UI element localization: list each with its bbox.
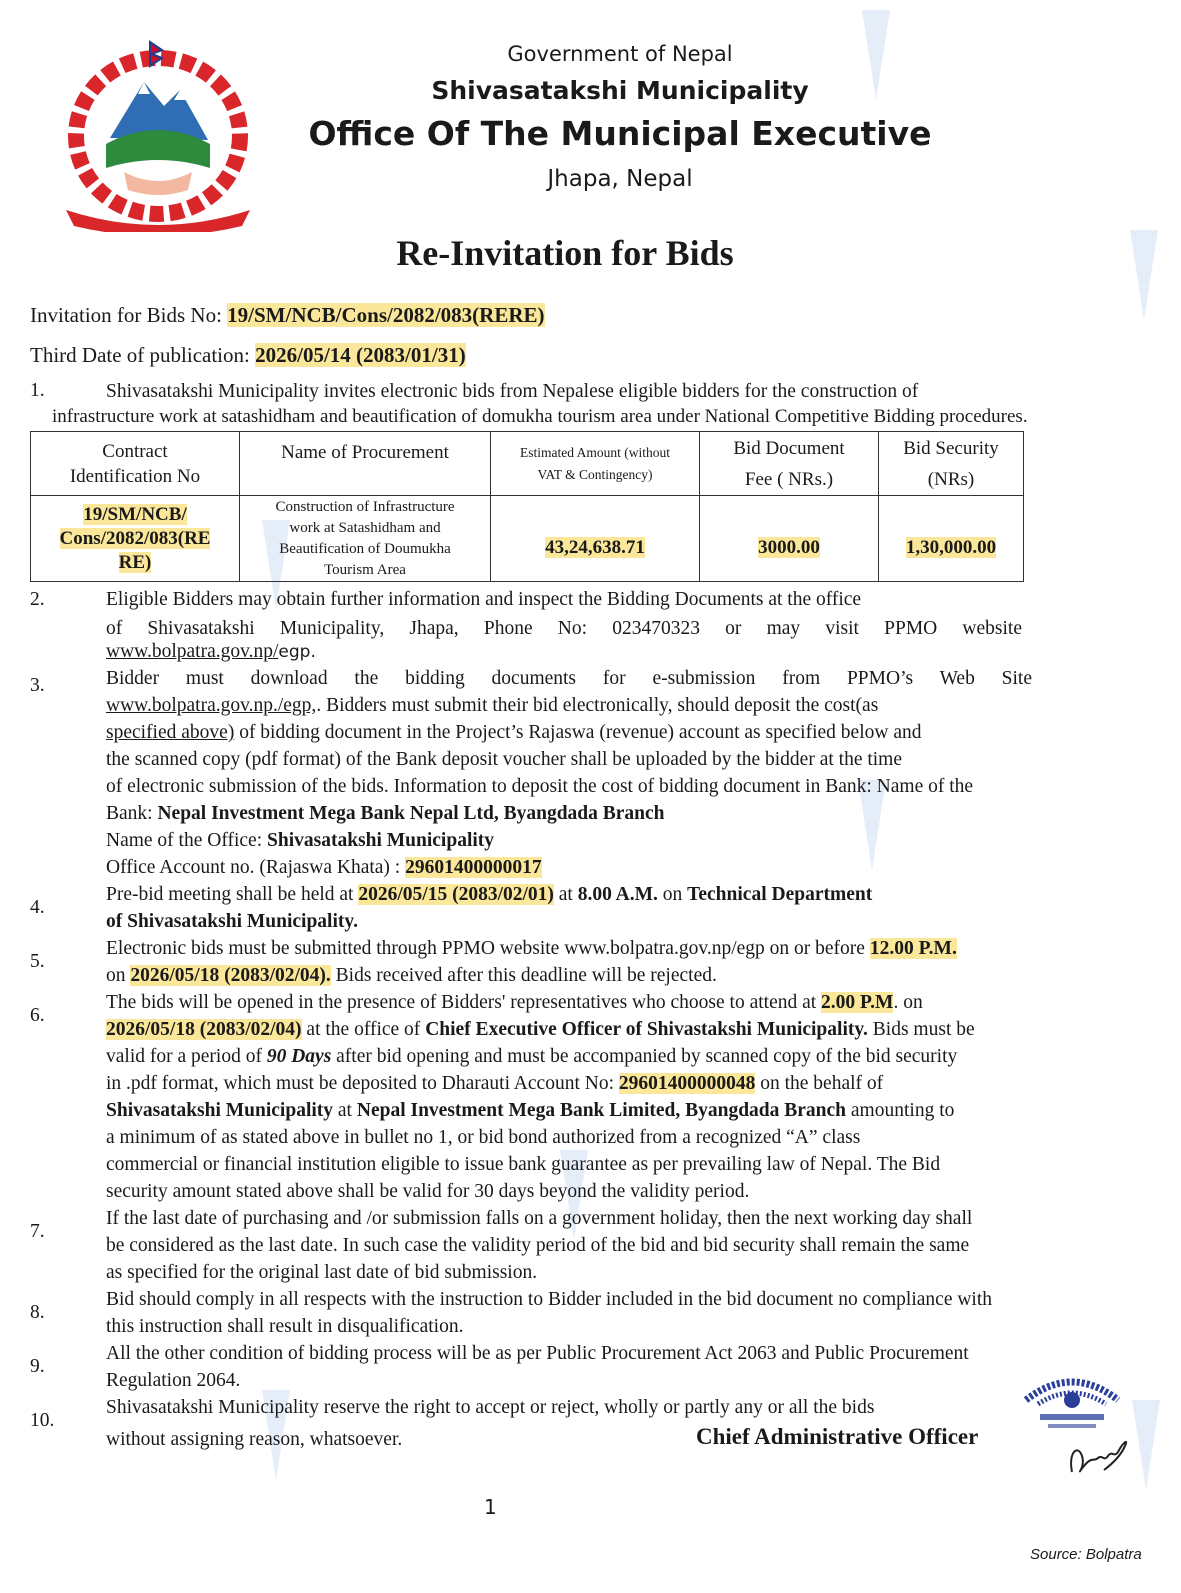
item4-line2: of Shivasatakshi Municipality. <box>106 911 358 932</box>
item6-line4: in .pdf format, which must be deposited to Dharauti Account No: 29601400000048 on the behalf of <box>106 1073 884 1094</box>
td-security: 1,30,000.00 <box>879 496 1024 582</box>
item-number: 6. <box>30 1005 45 1026</box>
municipality-heading: Shivasatakshi Municipality <box>431 76 809 105</box>
publication-label: Third Date of publication: <box>30 343 250 367</box>
item-number: 5. <box>30 951 45 972</box>
item7-line2: be considered as the last date. In such case the validity period of the bid and bid security shall remain the same <box>106 1235 970 1256</box>
table-row <box>31 496 1024 582</box>
td-fee: 3000.00 <box>700 496 879 582</box>
td-procurement: Construction of Infrastructure work at Satashidham and Beautification of Doumukha Tourism Area <box>240 496 491 582</box>
item-number: 8. <box>30 1302 45 1323</box>
item6-line3: valid for a period of 90 Days after bid opening and must be accompanied by scanned copy of the bid security <box>106 1046 958 1067</box>
item1-line2: infrastructure work at satashidham and beautification of domukha tourism area under National Competitive Bidding procedures. <box>52 406 1028 427</box>
item10-line1: Shivasatakshi Municipality reserve the right to accept or reject, wholly or partly any or all the bids <box>106 1397 875 1418</box>
invitation-label: Invitation for Bids No: <box>30 303 222 327</box>
item9-line2: Regulation 2064. <box>106 1370 241 1391</box>
location-heading: Jhapa, Nepal <box>547 166 693 192</box>
item6-line2: 2026/05/18 (2083/02/04) at the office of Chief Executive Officer of Shivastakshi Municipality. Bids must be <box>106 1019 975 1040</box>
item3-line2: www.bolpatra.gov.np./egp,. Bidders must submit their bid electronically, should deposit the cost(as <box>106 695 879 716</box>
item6-line1: The bids will be opened in the presence of Bidders' representatives who choose to attend at 2.00 P.M. on <box>106 992 923 1013</box>
item-number: 1. <box>30 380 45 401</box>
item-number: 3. <box>30 675 45 696</box>
td-contract: 19/SM/NCB/ Cons/2082/083(RE RE) <box>31 496 240 582</box>
th-procurement: Name of Procurement <box>240 432 491 496</box>
item6-line7: commercial or financial institution eligible to issue bank guarantee as per prevailing law of Nepal. The Bid <box>106 1154 941 1175</box>
item4-line1: Pre-bid meeting shall be held at 2026/05/15 (2083/02/01) at 8.00 A.M. on Technical Department <box>106 884 873 905</box>
item1-line1: Shivasatakshi Municipality invites electronic bids from Nepalese eligible bidders for the construction of <box>106 381 919 402</box>
invitation-number: 19/SM/NCB/Cons/2082/083(RERE) <box>227 303 545 327</box>
government-heading: Government of Nepal <box>507 42 733 66</box>
item5-line1: Electronic bids must be submitted through PPMO website www.bolpatra.gov.np/egp on or before 12.00 P.M. <box>106 938 957 959</box>
item10-line2: without assigning reason, whatsoever. <box>106 1429 403 1450</box>
item6-line5: Shivasatakshi Municipality at Nepal Investment Mega Bank Limited, Byangdada Branch amounting to <box>106 1100 955 1121</box>
item3-bank: Bank: Nepal Investment Mega Bank Nepal Ltd, Byangdada Branch <box>106 803 665 824</box>
table-header-row <box>31 432 1024 496</box>
signatory-title: Chief Administrative Officer <box>696 1424 979 1449</box>
item-number: 4. <box>30 897 45 918</box>
item2-line2: of Shivasatakshi Municipality, Jhapa, Phone No: 023470323 or may visit PPMO website <box>106 618 1022 639</box>
item9-line1: All the other condition of bidding process will be as per Public Procurement Act 2063 and Public Procurement <box>106 1343 969 1364</box>
page-number: 1 <box>484 1495 497 1519</box>
th-estimate: Estimated Amount (without VAT & Contingency) <box>491 432 700 496</box>
item3-line4: the scanned copy (pdf format) of the Bank deposit voucher shall be uploaded by the bidder at the time <box>106 749 903 770</box>
th-fee: Bid Document Fee ( NRs.) <box>700 432 879 496</box>
office-heading: Office Of The Municipal Executive <box>308 114 932 153</box>
item8-line1: Bid should comply in all respects with the instruction to Bidder included in the bid document no compliance with <box>106 1289 993 1310</box>
item2-line3: www.bolpatra.gov.np/egp. <box>106 641 316 662</box>
publication-date: 2026/05/14 (2083/01/31) <box>255 343 466 367</box>
item7-line3: as specified for the original last date of bid submission. <box>106 1262 538 1283</box>
bolpatra-link[interactable]: www.bolpatra.gov.np/ <box>106 641 279 662</box>
watermark-arrow <box>1132 1400 1160 1490</box>
item3-line5: of electronic submission of the bids. Information to deposit the cost of bidding document in Bank: Name of the <box>106 776 974 797</box>
item3-office: Name of the Office: Shivasatakshi Municipality <box>106 830 495 851</box>
item-number: 10. <box>30 1410 55 1431</box>
th-security: Bid Security (NRs) <box>879 432 1024 496</box>
item7-line1: If the last date of purchasing and /or submission falls on a government holiday, then the next working day shall <box>106 1208 973 1229</box>
signature-mark <box>1064 1422 1136 1484</box>
item3-line1: Bidder must download the bidding documents for e-submission from PPMO’s Web Site <box>106 668 1032 689</box>
source-credit: Source: Bolpatra <box>1030 1546 1142 1563</box>
item-number: 9. <box>30 1356 45 1377</box>
invitation-line <box>30 303 545 328</box>
item5-line2: on 2026/05/18 (2083/02/04). Bids received after this deadline will be rejected. <box>106 965 717 986</box>
item3-line3: specified above) of bidding document in the Project’s Rajaswa (revenue) account as specified below and <box>106 722 922 743</box>
item6-line8: security amount stated above shall be valid for 30 days beyond the validity period. <box>106 1181 750 1202</box>
item-number: 2. <box>30 589 45 610</box>
td-estimate: 43,24,638.71 <box>491 496 700 582</box>
publication-line <box>30 343 466 368</box>
item2-line1: Eligible Bidders may obtain further information and inspect the Bidding Documents at the office <box>106 589 862 610</box>
item-number: 7. <box>30 1221 45 1242</box>
item8-line2: this instruction shall result in disqualification. <box>106 1316 464 1337</box>
th-contract: Contract Identification No <box>31 432 240 496</box>
page-title: Re-Invitation for Bids <box>396 233 734 273</box>
watermark-arrow <box>1130 230 1158 320</box>
item6-line6: a minimum of as stated above in bullet no 1, or bid bond authorized from a recognized “A” class <box>106 1127 861 1148</box>
bid-table <box>30 431 1024 582</box>
item3-account: Office Account no. (Rajaswa Khata) : 29601400000017 <box>106 857 542 878</box>
bolpatra-egp-link[interactable]: www.bolpatra.gov.np./egp, <box>106 695 317 716</box>
